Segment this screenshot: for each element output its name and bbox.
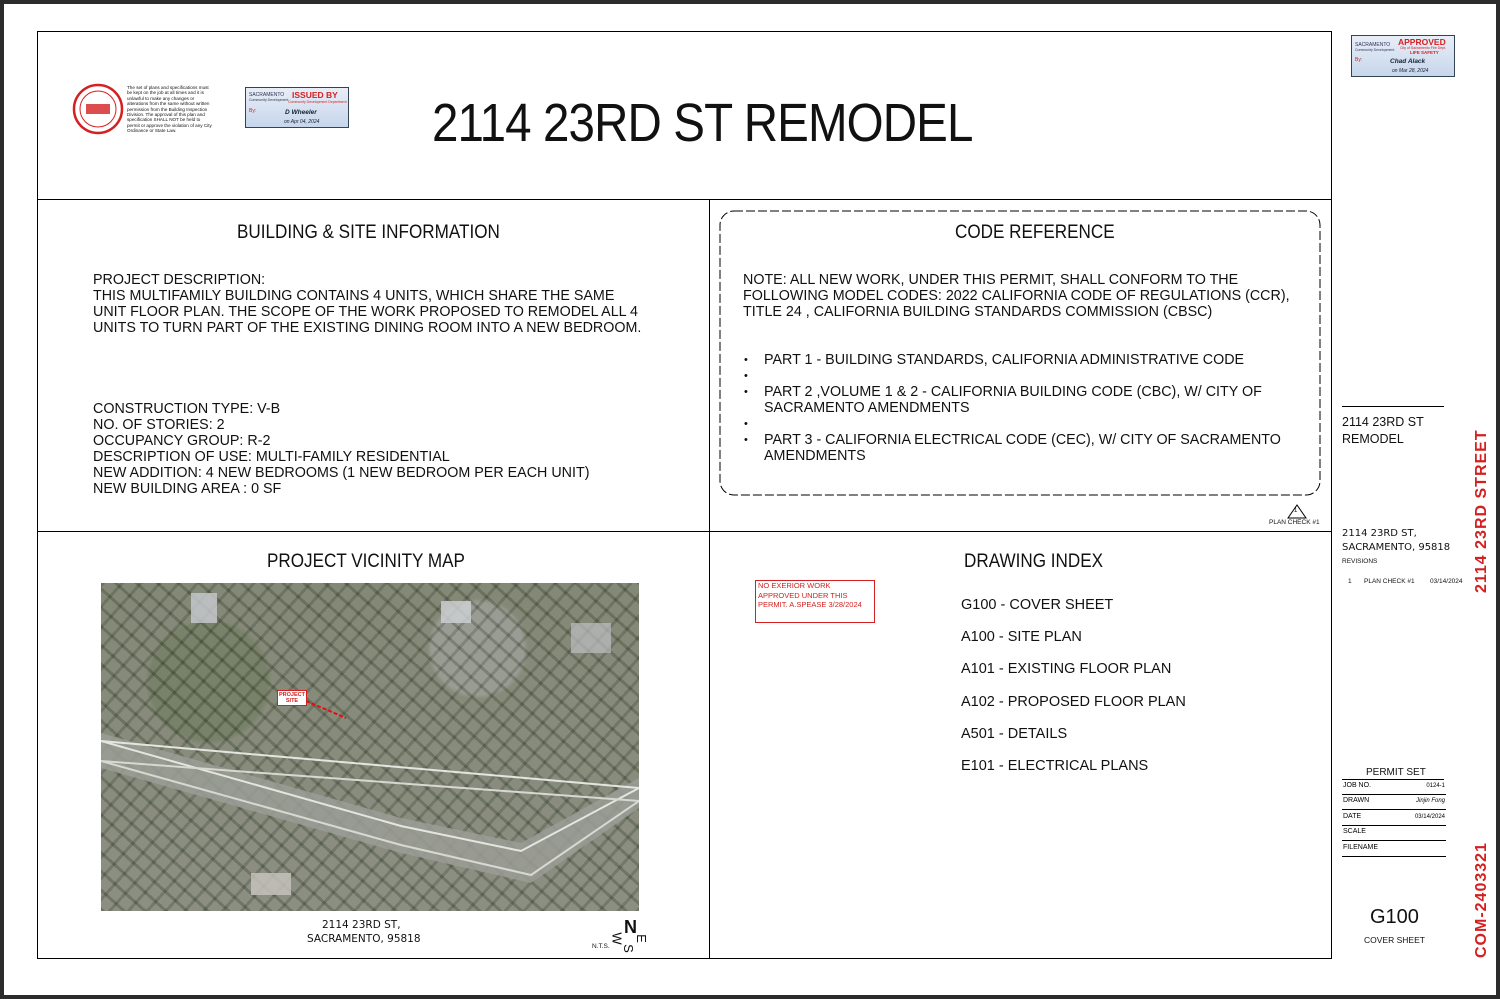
approved-stamp-sub: Community Development: [1355, 48, 1395, 52]
issued-stamp-name: D Wheeler: [285, 109, 317, 116]
title-block-rule: [1342, 406, 1444, 407]
approved-stamp-dept2: LIFE SAFETY: [1410, 50, 1439, 55]
title-block-address-1: 2114 23RD ST,: [1342, 528, 1417, 539]
issued-stamp-date: on Apr 04, 2024: [284, 119, 320, 125]
sheet-item: A102 - PROPOSED FLOOR PLAN: [961, 693, 1186, 710]
north-letter: N: [624, 917, 637, 937]
title-row-filename: [1342, 842, 1446, 857]
code-item: [744, 416, 1289, 432]
spec-line: NEW ADDITION: 4 NEW BEDROOMS (1 NEW BEDROOM PER EACH UNIT): [93, 465, 590, 481]
sheet-item: G100 - COVER SHEET: [961, 597, 1114, 613]
project-description-label: PROJECT DESCRIPTION:: [93, 272, 266, 288]
vicinity-map-heading: PROJECT VICINITY MAP: [267, 551, 465, 572]
map-scale-label: N.T.S.: [592, 943, 610, 950]
spec-line: CONSTRUCTION TYPE: V-B: [93, 401, 281, 417]
revision-num: 1: [1348, 578, 1352, 585]
row-label: SCALE: [1343, 828, 1366, 835]
code-item: • PART 3 - CALIFORNIA ELECTRICAL CODE (CEC), W/ CITY OF SACRAMENTO AMENDMENTS: [744, 432, 1289, 464]
west-letter: W: [609, 932, 625, 945]
east-letter: E: [633, 934, 649, 943]
approved-stamp-heading: APPROVED: [1398, 37, 1446, 47]
north-arrow-icon: [610, 917, 650, 957]
row-value: 0124-1: [1426, 783, 1445, 789]
approved-stamp-date: on Mar 28, 2024: [1392, 68, 1429, 74]
row-value: 03/14/2024: [1414, 814, 1445, 820]
revisions-label: REVISIONS: [1342, 558, 1378, 565]
sheet-list: [961, 589, 1186, 782]
title-row-scale: [1342, 826, 1446, 841]
row-value: Jinjin Fong: [1415, 798, 1445, 804]
south-letter: S: [620, 944, 636, 953]
spec-line: NO. OF STORIES: 2: [93, 417, 225, 433]
row-label: FILENAME: [1343, 844, 1379, 851]
drawing-index-heading: DRAWING INDEX: [964, 551, 1104, 572]
row-label: DRAWN: [1343, 797, 1370, 804]
issued-stamp-sub: Community Development: [249, 98, 289, 102]
project-site-label: [277, 690, 307, 706]
spec-line: NEW BUILDING AREA : 0 SF: [93, 481, 282, 497]
code-note: NOTE: ALL NEW WORK, UNDER THIS PERMIT, SHALL CONFORM TO THE FOLLOWING MODEL CODES: 2022 CALIFORNIA CODE OF REGULATIONS (CCR), TITLE 24 , CALIFORNIA BUILDING STANDARDS COMMISSION (CBSC): [743, 272, 1290, 320]
sheet-item: A101 - EXISTING FLOOR PLAN: [961, 661, 1172, 678]
map-overlay: [101, 583, 639, 911]
code-item: [744, 368, 1289, 384]
approved-stamp-name: Chad Alack: [1390, 58, 1426, 65]
row-label: JOB NO.: [1343, 782, 1372, 789]
revision-label: PLAN CHECK #1: [1269, 519, 1320, 526]
title-row-date: [1342, 811, 1446, 826]
map-address-line2: SACRAMENTO, 95818: [307, 933, 421, 945]
approved-stamp-by: By:: [1355, 57, 1363, 63]
code-item: • PART 1 - BUILDING STANDARDS, CALIFORNIA ADMINISTRATIVE CODE: [744, 352, 1289, 368]
revision-row: [1348, 578, 1468, 585]
permit-set-label: PERMIT SET: [1366, 767, 1426, 778]
sheet-item: A100 - SITE PLAN: [961, 629, 1082, 646]
revision-desc: PLAN CHECK #1: [1364, 578, 1415, 585]
revision-delta-number: 1: [1294, 508, 1298, 514]
issued-stamp-org: SACRAMENTO: [249, 92, 285, 98]
sheet-name: COVER SHEET: [1364, 935, 1425, 945]
city-seal-icon: [72, 83, 124, 135]
code-reference-heading: CODE REFERENCE: [955, 222, 1115, 243]
title-block-project-2: REMODEL: [1342, 432, 1404, 446]
code-list: [744, 352, 1289, 464]
issued-stamp-by: By:: [249, 108, 257, 114]
code-item: • PART 2 ,VOLUME 1 & 2 - CALIFORNIA BUILDING CODE (CBC), W/ CITY OF SACRAMENTO AMENDMENTS: [744, 384, 1289, 416]
spec-line: OCCUPANCY GROUP: R-2: [93, 433, 271, 449]
no-exterior-work-note: NO EXERIOR WORK APPROVED UNDER THIS PERMIT. A.SPEASE 3/28/2024: [755, 580, 875, 623]
map-address-line1: 2114 23RD ST,: [322, 919, 401, 931]
sheet-number: G100: [1370, 906, 1419, 928]
title-row-drawn: [1342, 795, 1446, 810]
vertical-permit-number: COM-2403321: [1473, 842, 1490, 958]
title-block-project-1: 2114 23RD ST: [1342, 415, 1424, 429]
title-block-address-2: SACRAMENTO, 95818: [1342, 542, 1451, 553]
project-description: THIS MULTIFAMILY BUILDING CONTAINS 4 UNITS, WHICH SHARE THE SAME UNIT FLOOR PLAN. THE SCOPE OF THE WORK PROPOSED TO REMODEL ALL 4 UNITS TO TURN PART OF THE EXISTING DINING ROOM INTO A NEW BEDROOM.: [93, 288, 642, 336]
vicinity-map-image: [101, 583, 639, 911]
sheet-item: E101 - ELECTRICAL PLANS: [961, 758, 1149, 775]
approved-stamp-dept: City of Sacramento Fire Dept.: [1400, 46, 1447, 50]
building-specs: [93, 401, 589, 497]
approved-stamp-org: SACRAMENTO: [1355, 42, 1391, 48]
project-site-text: PROJECT SITE: [279, 692, 305, 704]
sheet-item: A501 - DETAILS: [961, 725, 1068, 742]
issued-stamp-dept: Community Development Department: [288, 100, 347, 104]
city-seal-text: The set of plans and specifications must be kept on the job at all times and it is unlawful to make any changes or alterations from the same without written permission from the Building Inspection Division. The approval of this plan and specification SHALL NOT be held to permit or approve the violation of any City Ordinance or State Law.: [127, 85, 212, 133]
spec-line: DESCRIPTION OF USE: MULTI-FAMILY RESIDENTIAL: [93, 449, 450, 465]
issued-stamp-heading: ISSUED BY: [292, 90, 338, 100]
building-site-heading: BUILDING & SITE INFORMATION: [237, 222, 500, 243]
revision-date: 03/14/2024: [1430, 578, 1463, 585]
vertical-street-label: 2114 23RD STREET: [1473, 429, 1490, 593]
approved-stamp: [1351, 35, 1455, 77]
row-label: DATE: [1343, 813, 1362, 820]
title-row-job: [1342, 780, 1446, 795]
issued-by-stamp: [245, 87, 349, 128]
page-title: 2114 23RD ST REMODEL: [432, 93, 973, 153]
